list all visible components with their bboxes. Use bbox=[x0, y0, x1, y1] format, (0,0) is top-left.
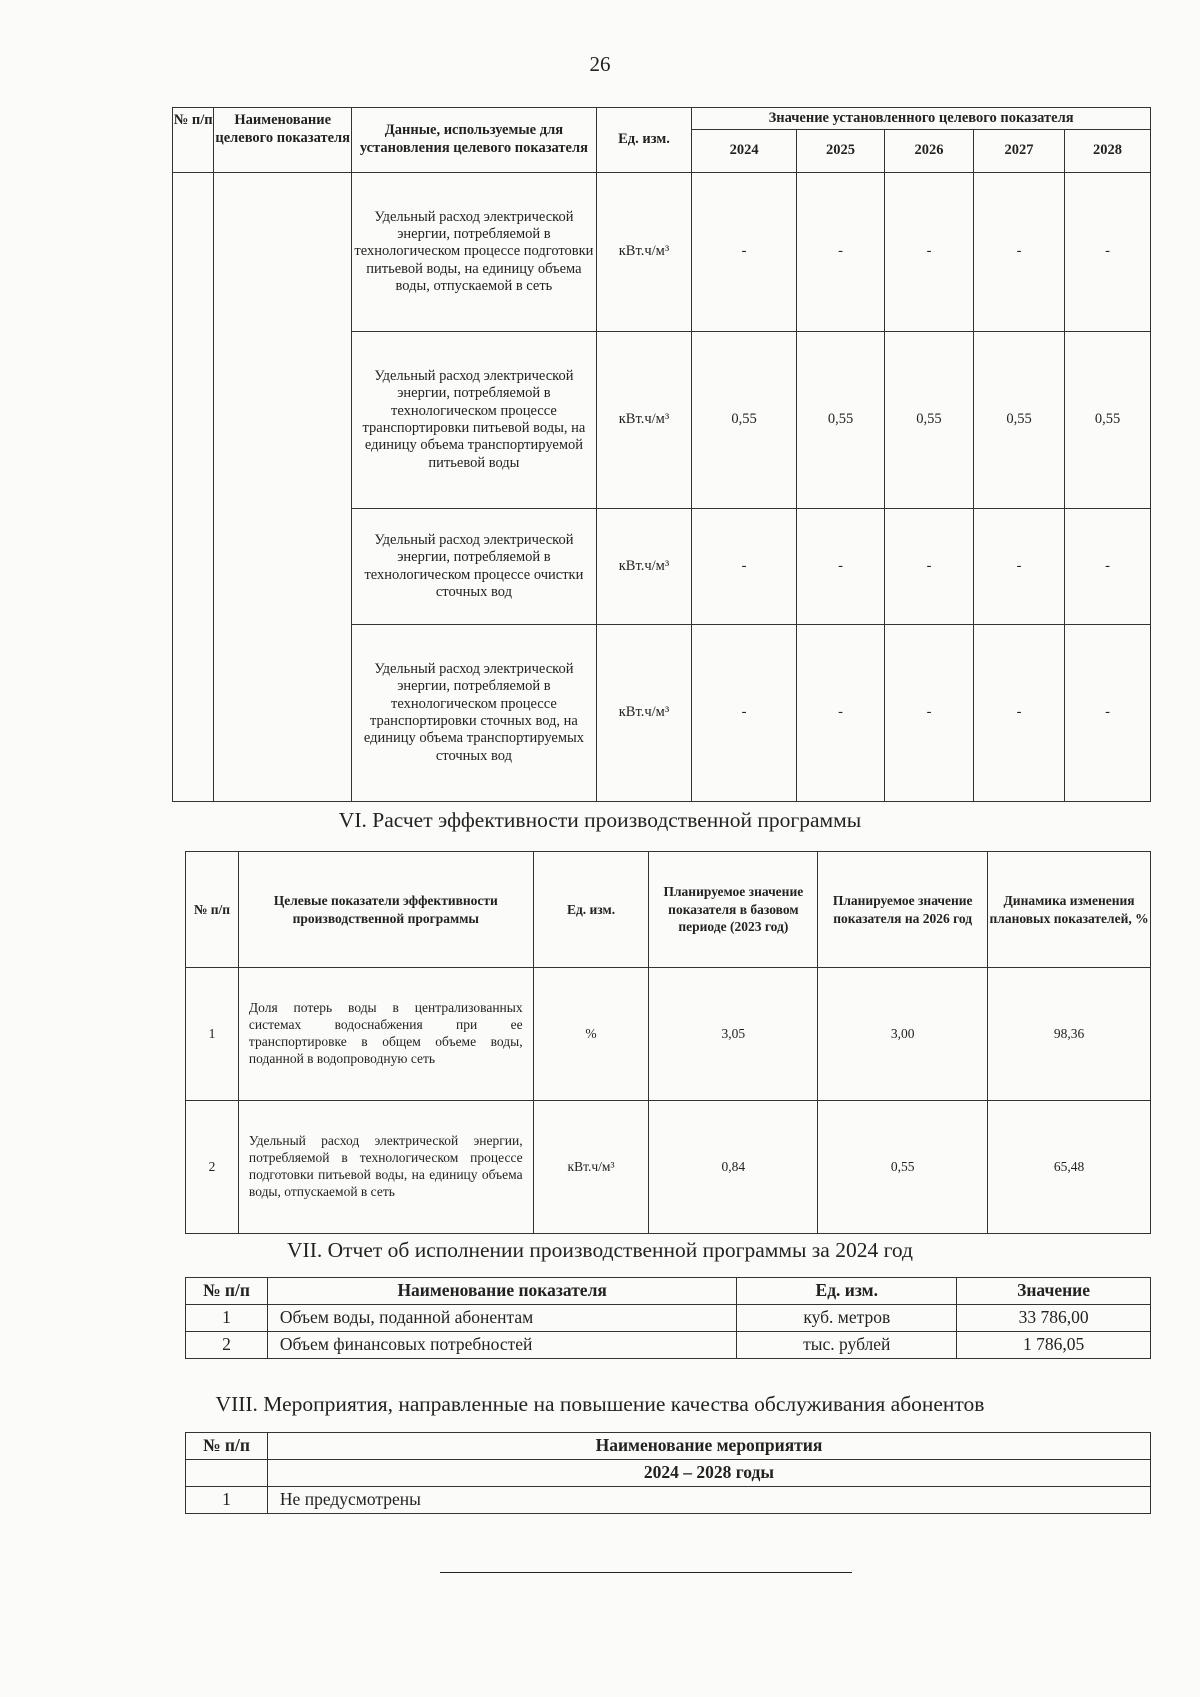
row-unit: % bbox=[533, 968, 649, 1101]
row-value: - bbox=[884, 625, 973, 802]
row-num-cell bbox=[173, 173, 214, 802]
table-header-row bbox=[173, 108, 1151, 130]
row-plan-value: 0,55 bbox=[818, 1101, 988, 1234]
header-year: 2027 bbox=[973, 130, 1064, 173]
header-name: Наименование целевого показателя bbox=[214, 108, 352, 173]
row-value: - bbox=[884, 173, 973, 332]
row-base-value: 3,05 bbox=[649, 968, 818, 1101]
header-unit: Ед. изм. bbox=[596, 108, 691, 173]
header-num: № п/п bbox=[186, 1278, 268, 1305]
table-header-row bbox=[186, 852, 1151, 968]
row-value: - bbox=[692, 173, 797, 332]
header-target-value: Значение установленного целевого показателя bbox=[692, 108, 1151, 130]
row-value: - bbox=[973, 509, 1064, 625]
table-row bbox=[173, 173, 1151, 332]
table-row bbox=[186, 1332, 1151, 1359]
header-value: Значение bbox=[957, 1278, 1151, 1305]
row-description: Удельный расход электрической энергии, потребляемой в технологическом процессе транспортировки сточных вод, на единицу объема транспортируемых сточных вод bbox=[352, 625, 597, 802]
row-num: 1 bbox=[186, 1305, 268, 1332]
row-value: - bbox=[692, 625, 797, 802]
header-year: 2024 bbox=[692, 130, 797, 173]
row-name: Доля потерь воды в централизованных системах водоснабжения при ее транспортировке в общем объеме воды, поданной в водопроводную сеть bbox=[238, 968, 533, 1101]
row-value: 0,55 bbox=[797, 332, 885, 509]
header-data: Данные, используемые для установления целевого показателя bbox=[352, 108, 597, 173]
table-row bbox=[186, 1305, 1151, 1332]
header-num: № п/п bbox=[186, 852, 239, 968]
row-value: - bbox=[797, 625, 885, 802]
header-name: Наименование мероприятия bbox=[267, 1433, 1150, 1460]
target-indicators-table bbox=[172, 107, 1151, 802]
section-8-title: VIII. Мероприятия, направленные на повышение качества обслуживания абонентов bbox=[215, 1392, 985, 1416]
row-dynamics: 65,48 bbox=[988, 1101, 1151, 1234]
row-name: Объем финансовых потребностей bbox=[267, 1332, 736, 1359]
section-6-title: VI. Расчет эффективности производственной программы bbox=[338, 808, 862, 832]
row-description: Удельный расход электрической энергии, потребляемой в технологическом процессе транспортировки питьевой воды, на единицу объема транспортируемой питьевой воды bbox=[352, 332, 597, 509]
period-label: 2024 – 2028 годы bbox=[267, 1460, 1150, 1487]
row-num: 1 bbox=[186, 1487, 268, 1514]
header-year: 2025 bbox=[797, 130, 885, 173]
row-description: Удельный расход электрической энергии, потребляемой в технологическом процессе подготовки питьевой воды, на единицу объема воды, отпускаемой в сеть bbox=[352, 173, 597, 332]
header-num: № п/п bbox=[173, 108, 214, 173]
header-name: Целевые показатели эффективности производственной программы bbox=[238, 852, 533, 968]
header-unit: Ед. изм. bbox=[533, 852, 649, 968]
row-value: 0,55 bbox=[973, 332, 1064, 509]
empty-cell bbox=[186, 1460, 268, 1487]
row-unit: кВт.ч/м³ bbox=[596, 173, 691, 332]
row-unit: кВт.ч/м³ bbox=[533, 1101, 649, 1234]
row-unit: кВт.ч/м³ bbox=[596, 509, 691, 625]
table-row bbox=[186, 1101, 1151, 1234]
table-row bbox=[186, 1487, 1151, 1514]
row-value: - bbox=[1065, 509, 1151, 625]
header-year: 2028 bbox=[1065, 130, 1151, 173]
row-num: 2 bbox=[186, 1101, 239, 1234]
row-name: Объем воды, поданной абонентам bbox=[267, 1305, 736, 1332]
row-value: - bbox=[1065, 173, 1151, 332]
row-plan-value: 3,00 bbox=[818, 968, 988, 1101]
row-value: - bbox=[1065, 625, 1151, 802]
row-value: 0,55 bbox=[1065, 332, 1151, 509]
row-name-cell bbox=[214, 173, 352, 802]
header-name: Наименование показателя bbox=[267, 1278, 736, 1305]
row-description: Удельный расход электрической энергии, потребляемой в технологическом процессе очистки сточных вод bbox=[352, 509, 597, 625]
row-num: 1 bbox=[186, 968, 239, 1101]
row-value: - bbox=[884, 509, 973, 625]
section-7-title: VII. Отчет об исполнении производственной программы за 2024 год bbox=[287, 1238, 913, 1262]
row-value: - bbox=[973, 173, 1064, 332]
row-value: 0,55 bbox=[884, 332, 973, 509]
row-unit: кВт.ч/м³ bbox=[596, 332, 691, 509]
row-value: - bbox=[692, 509, 797, 625]
row-value: - bbox=[797, 173, 885, 332]
measures-table bbox=[185, 1432, 1151, 1514]
period-row bbox=[186, 1460, 1151, 1487]
row-num: 2 bbox=[186, 1332, 268, 1359]
table-header-row bbox=[186, 1278, 1151, 1305]
row-value: 33 786,00 bbox=[957, 1305, 1151, 1332]
closing-rule bbox=[440, 1572, 852, 1573]
row-unit: куб. метров bbox=[737, 1305, 957, 1332]
execution-report-table bbox=[185, 1277, 1151, 1359]
header-base-value: Планируемое значение показателя в базовом периоде (2023 год) bbox=[649, 852, 818, 968]
row-value: 0,55 bbox=[692, 332, 797, 509]
table-header-row bbox=[186, 1433, 1151, 1460]
table-row bbox=[186, 968, 1151, 1101]
row-value: - bbox=[973, 625, 1064, 802]
row-value: 1 786,05 bbox=[957, 1332, 1151, 1359]
row-value: - bbox=[797, 509, 885, 625]
row-name: Удельный расход электрической энергии, потребляемой в технологическом процессе подготовки питьевой воды, на единицу объема воды, отпускаемой в сеть bbox=[238, 1101, 533, 1234]
row-dynamics: 98,36 bbox=[988, 968, 1151, 1101]
header-plan-value: Планируемое значение показателя на 2026 год bbox=[818, 852, 988, 968]
efficiency-table bbox=[185, 851, 1151, 1234]
row-base-value: 0,84 bbox=[649, 1101, 818, 1234]
header-dynamics: Динамика изменения плановых показателей, % bbox=[988, 852, 1151, 968]
row-unit: кВт.ч/м³ bbox=[596, 625, 691, 802]
page-number: 26 bbox=[589, 52, 611, 76]
header-unit: Ед. изм. bbox=[737, 1278, 957, 1305]
row-unit: тыс. рублей bbox=[737, 1332, 957, 1359]
row-name: Не предусмотрены bbox=[267, 1487, 1150, 1514]
header-year: 2026 bbox=[884, 130, 973, 173]
header-num: № п/п bbox=[186, 1433, 268, 1460]
